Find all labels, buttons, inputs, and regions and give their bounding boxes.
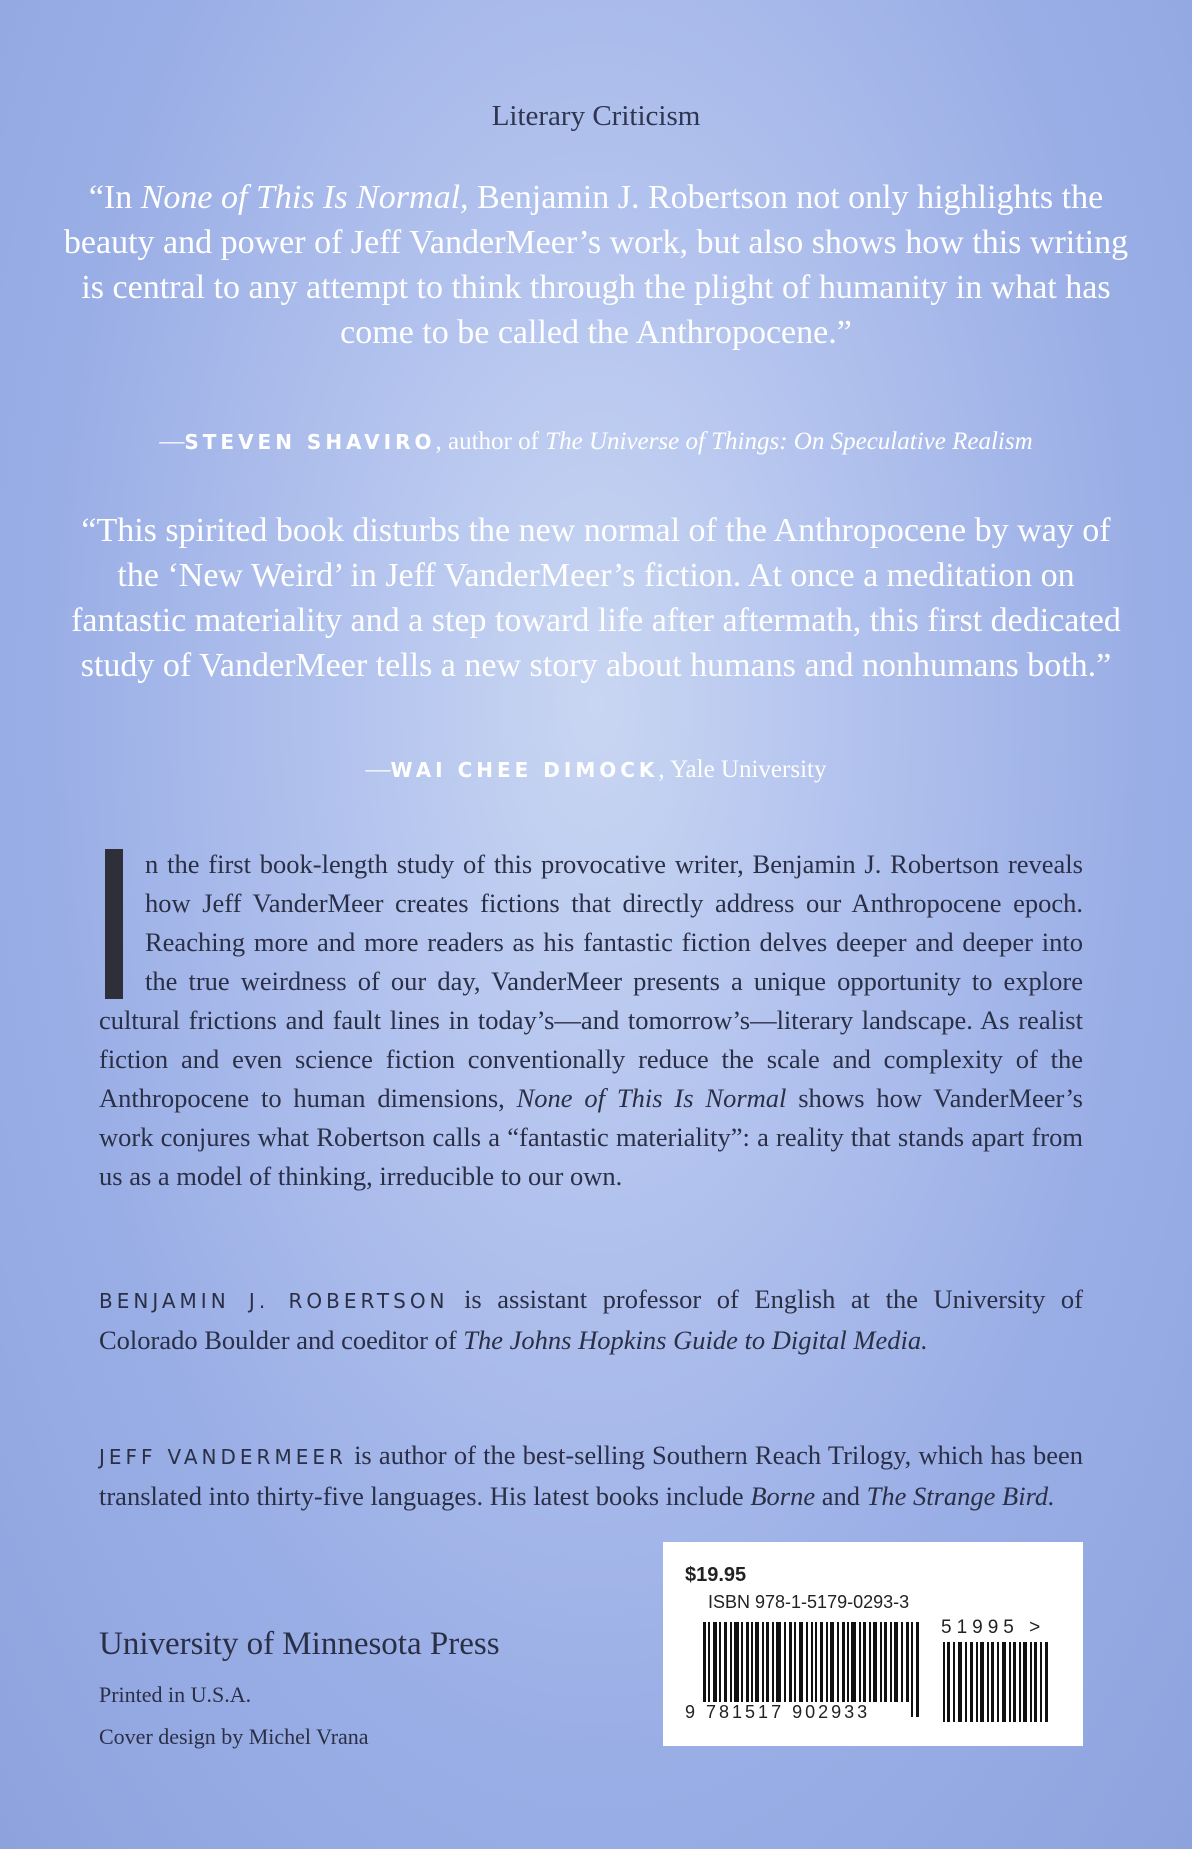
- endorsement-quote-2: “This spirited book disturbs the new normal of the Anthropocene by way of the ‘New Weird’ in Jeff VanderMeer’s fiction. At once a meditation on fantastic materiality and a step toward life after aftermath, this first dedicated study of VanderMeer tells a new story about humans and nonhumans both.”: [71, 512, 1121, 684]
- endorsement-quote-1: “In None of This Is Normal, Benjamin J. Robertson not only highlights the beauty and power of Jeff VanderMeer’s work, but also shows how this writing is central to any attempt to think through the plight of humanity in what has come to be called the Anthropocene.”: [63, 179, 1129, 351]
- genre-label: Literary Criticism: [491, 100, 701, 132]
- printed-in: Printed in U.S.A.: [99, 1682, 252, 1707]
- author-name: BENJAMIN J. ROBERTSON: [99, 1289, 449, 1313]
- subject-bio: JEFF VANDERMEER is author of the best-selling Southern Reach Trilogy, which has been translated into thirty-five languages. His latest books include Borne and The Strange Bird.: [99, 1440, 1083, 1511]
- addon-barcode-icon: [943, 1642, 1053, 1722]
- ean-number: 9 781517 902933: [685, 1702, 871, 1722]
- book-description: n the first book-length study of this provocative writer, Benjamin J. Robertson reveals how Jeff VanderMeer creates fictions that directly address our Anthropocene epoch. Reaching more and more readers as his fantastic fiction delves deeper and deeper into the true weirdness of our day, VanderMeer presents a unique opportunity to explore cultural frictions and fault lines in today’s—and tomorrow’s—literary landscape. As realist fiction and even science fiction conventionally reduce the scale and complexity of the Anthropocene to human dimensions, None of This Is Normal shows how VanderMeer’s work conjures what Robertson calls a “fantastic materiality”: a reality that stands apart from us as a model of thinking, irreducible to our own.: [99, 849, 1083, 1191]
- publisher-name: University of Minnesota Press: [99, 1626, 500, 1662]
- barcode-label: [663, 1542, 1083, 1746]
- isbn: ISBN 978-1-5179-0293-3: [708, 1592, 910, 1612]
- cover-design-credit: Cover design by Michel Vrana: [99, 1724, 369, 1749]
- subject-name: JEFF VANDERMEER: [99, 1445, 347, 1469]
- drop-cap-i-bar: [105, 849, 123, 999]
- price: $19.95: [685, 1564, 747, 1586]
- addon-price-code: 51995 >: [941, 1617, 1046, 1638]
- endorser-book-title: The Universe of Things: On Speculative Realism: [545, 428, 1033, 455]
- endorser-name: WAI CHEE DIMOCK: [390, 758, 659, 782]
- endorsement-attribution-2: —WAI CHEE DIMOCK, Yale University: [365, 756, 827, 783]
- endorsement-attribution-1: —STEVEN SHAVIRO, author of The Universe of Things: On Speculative Realism: [159, 428, 1033, 455]
- endorser-name: STEVEN SHAVIRO: [184, 430, 436, 454]
- author-bio: BENJAMIN J. ROBERTSON is assistant professor of English at the University of Colorado Boulder and coeditor of The Johns Hopkins Guide to Digital Media.: [99, 1284, 1083, 1355]
- quoted-book-title: None of This Is Normal,: [140, 179, 469, 216]
